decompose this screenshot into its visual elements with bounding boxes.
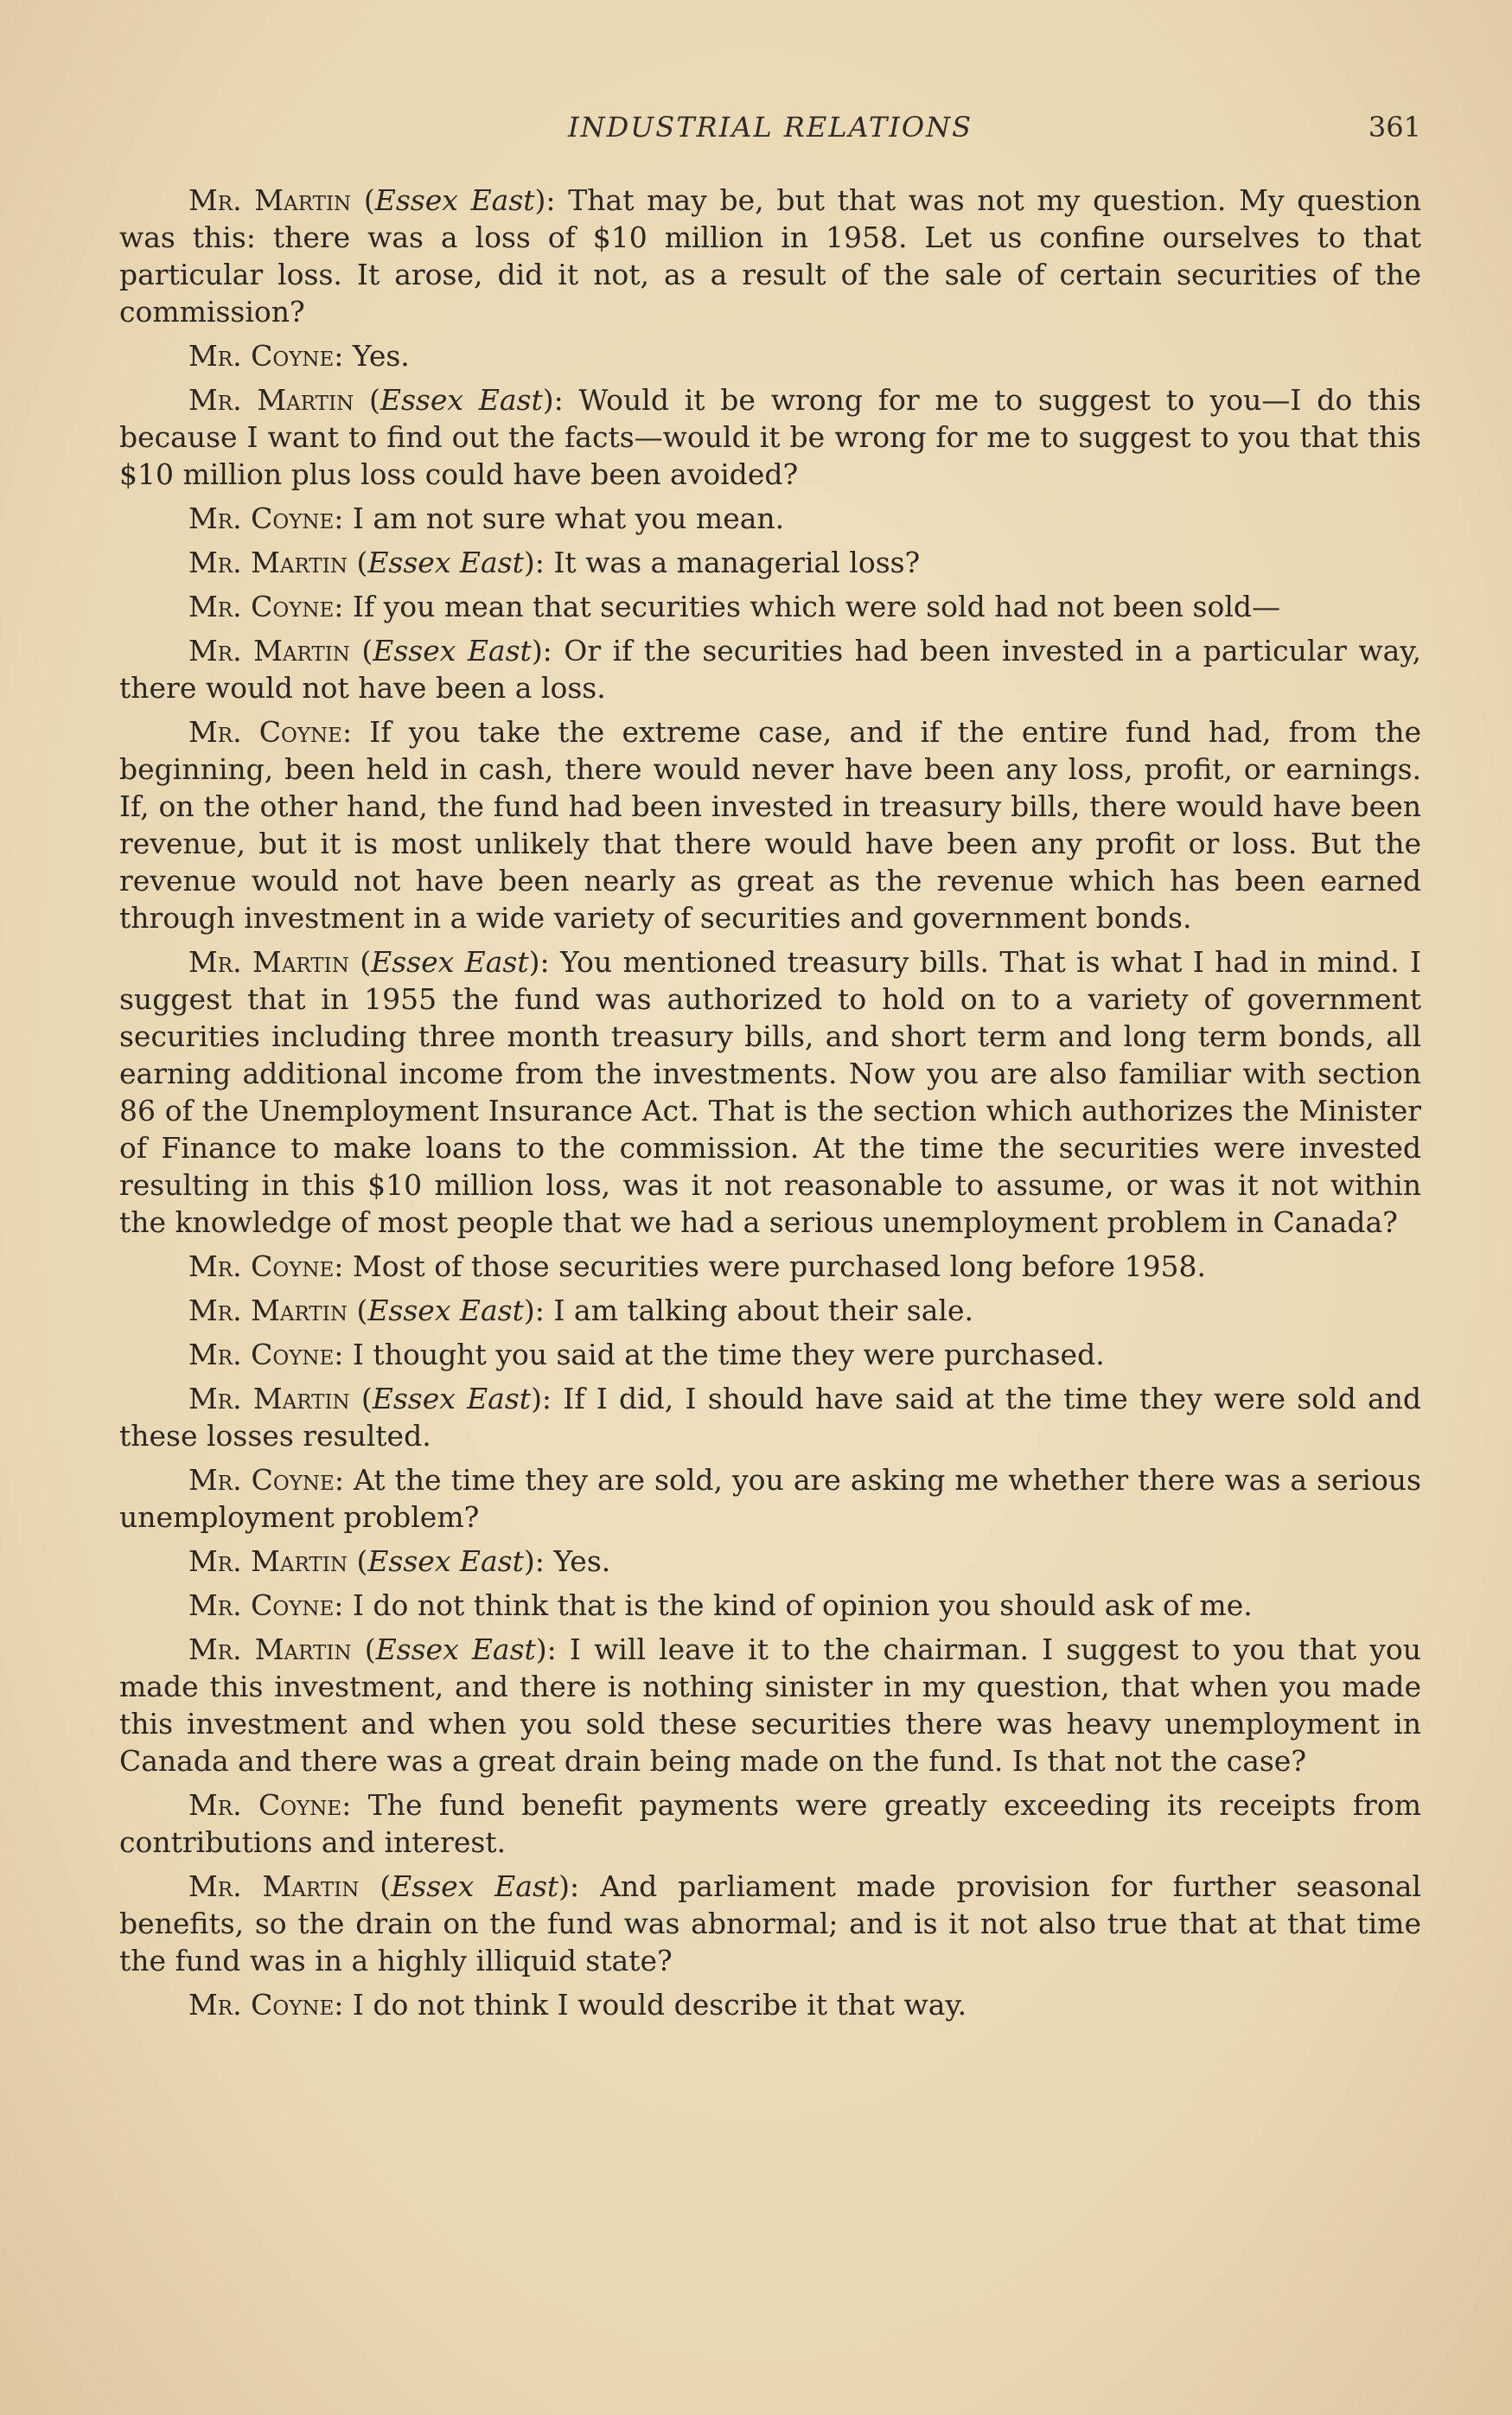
speaker-name: Mr. Coyne xyxy=(188,1988,335,2022)
paragraph-text: At the time they are sold, you are asking me whether there was a serious unemployment problem? xyxy=(119,1463,1421,1534)
transcript-paragraph: Mr. Martin (Essex East): Yes. xyxy=(188,1544,611,1578)
transcript-paragraph: Mr. Coyne: I do not think that is the kind of opinion you should ask of me. xyxy=(188,1588,1253,1622)
speaker-name: Mr. Martin xyxy=(188,546,348,579)
speaker-name: Mr. Coyne xyxy=(188,339,335,373)
transcript-paragraph: Mr. Coyne: At the time they are sold, you are asking me whether there was a serious unemployment problem? xyxy=(119,1463,1421,1534)
speaker-name: Mr. Martin xyxy=(188,1544,348,1578)
paragraph-text: I will leave it to the chairman. I suggest to you that you made this investment, and there is nothing sinister in my question, that when you made this investment and when you sold these securities there was heavy unemployment in Canada and there was a great drain being made on the fund. Is that not the case? xyxy=(119,1632,1421,1778)
paragraph-text: You mentioned treasury bills. That is what I had in mind. I suggest that in 1955 the fund was authorized to hold on to a variety of government securities including three month treasury bills, and short term and long term bonds, all earning additional income from the investments. Now you are also familiar with section 86 of the Unemployment Insurance Act. That is the section which authorizes the Minister of Finance to make loans to the commission. At the time the securities were invested resulting in this $10 million loss, was it not reasonable to assume, or was it not within the knowledge of most people that we had a serious unemployment problem in Canada? xyxy=(119,945,1421,1239)
paragraph-text: If I did, I should have said at the time they were sold and these losses resulted. xyxy=(119,1382,1421,1453)
paragraph-text: Yes. xyxy=(352,339,410,373)
paragraph-text: Yes. xyxy=(553,1544,611,1578)
transcript-paragraph: Mr. Martin (Essex East): Or if the securities had been invested in a particular way, there would not have been a loss. xyxy=(119,634,1421,705)
riding-name: Essex East xyxy=(374,183,535,217)
transcript-paragraph: Mr. Coyne: I am not sure what you mean. xyxy=(188,502,785,535)
transcript-paragraph: Mr. Martin (Essex East): I will leave it to the chairman. I suggest to you that you made this investment, and there is nothing sinister in my question, that when you made this investment and when you sold these securities there was heavy unemployment in Canada and there was a great drain being made on the fund. Is that not the case? xyxy=(119,1632,1421,1778)
paragraph-text: Or if the securities had been invested in a particular way, there would not have been a loss. xyxy=(119,634,1421,705)
paragraph-text: I do not think that is the kind of opinion you should ask of me. xyxy=(352,1588,1253,1622)
speaker-name: Mr. Coyne xyxy=(188,1338,335,1371)
paragraph-text: That may be, but that was not my question. My question was this: there was a loss of $10 million in 1958. Let us confine ourselves to that particular loss. It arose, did it not, as a result of the sale of certain securities of the commission? xyxy=(119,183,1422,329)
speaker-name: Mr. Martin xyxy=(188,1869,360,1903)
speaker-name: Mr. Martin xyxy=(188,634,350,668)
paragraph-text: And parliament made provision for further seasonal benefits, so the drain on the fund was abnormal; and is it not also true that at that time the fund was in a highly illiquid state? xyxy=(119,1869,1421,1977)
transcript-paragraph: Mr. Martin (Essex East): You mentioned treasury bills. That is what I had in mind. I suggest that in 1955 the fund was authorized to hold on to a variety of government securities including three month treasury bills, and short term and long term bonds, all earning additional income from the investments. Now you are also familiar with section 86 of the Unemployment Insurance Act. That is the section which authorizes the Minister of Finance to make loans to the commission. At the time the securities were invested resulting in this $10 million loss, was it not reasonable to assume, or was it not within the knowledge of most people that we had a serious unemployment problem in Canada? xyxy=(119,945,1421,1239)
transcript-paragraph: Mr. Martin (Essex East): It was a managerial loss? xyxy=(188,546,921,579)
riding-name: Essex East xyxy=(373,634,532,668)
riding-name: Essex East xyxy=(372,1382,532,1415)
paragraph-text: If you take the extreme case, and if the entire fund had, from the beginning, been held in cash, there would never have been any loss, profit, or earnings. If, on the other hand, the fund had been invested in treasury bills, there would have been revenue, but it is most unlikely that there would have been any profit or loss. But the revenue would not have been nearly as great as the revenue which has been earned through investment in a wide variety of securities and government bonds. xyxy=(119,715,1422,935)
speaker-name: Mr. Coyne xyxy=(188,1249,335,1283)
transcript-paragraph: Mr. Coyne: If you mean that securities which were sold had not been sold— xyxy=(188,590,1281,623)
page-header xyxy=(119,111,1421,150)
paragraph-text: If you mean that securities which were sold had not been sold— xyxy=(352,590,1281,623)
transcript-paragraph: Mr. Coyne: Most of those securities were purchased long before 1958. xyxy=(188,1249,1206,1283)
transcript-paragraph: Mr. Martin (Essex East): Would it be wrong for me to suggest to you—I do this because I want to find out the facts—would it be wrong for me to suggest to you that this $10 million plus loss could have been avoided? xyxy=(119,383,1421,491)
riding-name: Essex East xyxy=(380,383,543,417)
riding-name: Essex East xyxy=(367,546,524,579)
paragraph-text: Would it be wrong for me to suggest to you—I do this because I want to find out the facts—would it be wrong for me to suggest to you that this $10 million plus loss could have been avoided? xyxy=(119,383,1421,491)
paragraph-text: The fund benefit payments were greatly exceeding its receipts from contributions and interest. xyxy=(119,1788,1421,1859)
speaker-name: Mr. Martin xyxy=(188,1632,352,1666)
speaker-name: Mr. Martin xyxy=(188,1294,348,1327)
speaker-name: Mr. Martin xyxy=(188,945,349,979)
riding-name: Essex East xyxy=(371,945,529,979)
speaker-name: Mr. Coyne xyxy=(188,502,335,535)
speaker-name: Mr. Martin xyxy=(188,383,354,417)
transcript-paragraph: Mr. Coyne: If you take the extreme case, and if the entire fund had, from the beginning, been held in cash, there would never have been any loss, profit, or earnings. If, on the other hand, the fund had been invested in treasury bills, there would have been revenue, but it is most unlikely that there would have been any profit or loss. But the revenue would not have been nearly as great as the revenue which has been earned through investment in a wide variety of securities and government bonds. xyxy=(119,715,1422,935)
transcript-paragraph: Mr. Coyne: I do not think I would describe it that way. xyxy=(188,1988,967,2022)
riding-name: Essex East xyxy=(367,1544,524,1578)
transcript-paragraph: Mr. Martin (Essex East): That may be, but that was not my question. My question was this: there was a loss of $10 million in 1958. Let us confine ourselves to that particular loss. It arose, did it not, as a result of the sale of certain securities of the commission? xyxy=(119,183,1422,329)
speaker-name: Mr. Coyne xyxy=(188,1463,335,1497)
paragraph-text: I do not think I would describe it that way. xyxy=(352,1988,967,2022)
transcript-paragraph: Mr. Martin (Essex East): And parliament made provision for further seasonal benefits, so the drain on the fund was abnormal; and is it not also true that at that time the fund was in a highly illiquid state? xyxy=(119,1869,1421,1977)
paragraph-text: I am talking about their sale. xyxy=(553,1294,973,1327)
paragraph-text: It was a managerial loss? xyxy=(553,546,921,579)
speaker-name: Mr. Coyne xyxy=(188,715,342,749)
transcript-paragraph: Mr. Coyne: Yes. xyxy=(188,339,410,373)
paragraph-text: I thought you said at the time they were purchased. xyxy=(352,1338,1105,1371)
speaker-name: Mr. Coyne xyxy=(188,1788,342,1822)
paragraph-text: I am not sure what you mean. xyxy=(352,502,785,535)
speaker-name: Mr. Coyne xyxy=(188,590,335,623)
speaker-name: Mr. Martin xyxy=(188,1382,350,1415)
riding-name: Essex East xyxy=(391,1869,559,1903)
riding-name: Essex East xyxy=(367,1294,524,1327)
page-number: 361 xyxy=(1368,111,1421,144)
transcript-body xyxy=(119,182,1421,2030)
transcript-paragraph: Mr. Coyne: The fund benefit payments were greatly exceeding its receipts from contributions and interest. xyxy=(119,1788,1421,1859)
running-title: INDUSTRIAL RELATIONS xyxy=(568,111,973,144)
speaker-name: Mr. Coyne xyxy=(188,1588,335,1622)
transcript-paragraph: Mr. Martin (Essex East): If I did, I should have said at the time they were sold and these losses resulted. xyxy=(119,1382,1421,1453)
riding-name: Essex East xyxy=(375,1632,536,1666)
speaker-name: Mr. Martin xyxy=(188,183,352,217)
transcript-paragraph: Mr. Martin (Essex East): I am talking about their sale. xyxy=(188,1294,973,1327)
paragraph-text: Most of those securities were purchased long before 1958. xyxy=(352,1249,1206,1283)
transcript-paragraph: Mr. Coyne: I thought you said at the time they were purchased. xyxy=(188,1338,1105,1371)
